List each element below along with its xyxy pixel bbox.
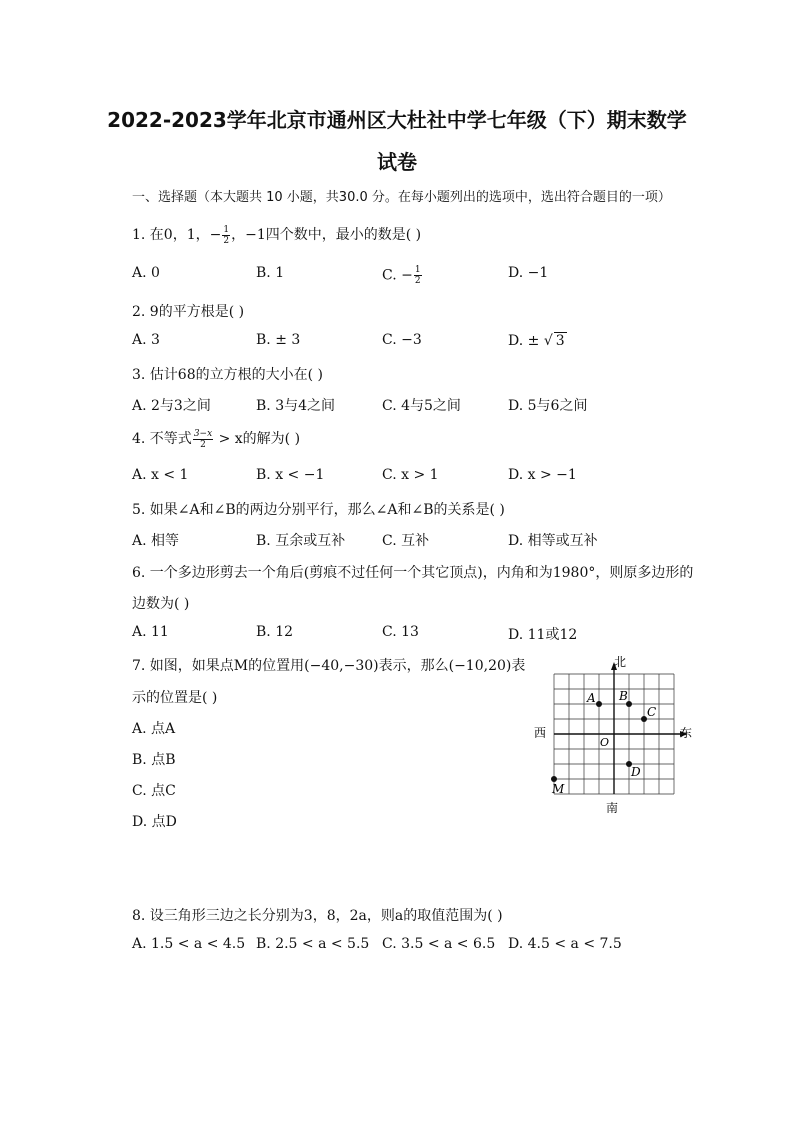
q5-option-b[interactable]: B. 互余或互补 bbox=[256, 533, 346, 549]
q4-options bbox=[132, 467, 692, 487]
q6-option-d[interactable]: D. 11或12 bbox=[508, 627, 578, 643]
q8-option-a[interactable]: A. 1.5 < a < 4.5 bbox=[132, 936, 246, 952]
q1-minus: − bbox=[209, 227, 222, 243]
q4-option-c[interactable]: C. x > 1 bbox=[382, 467, 439, 483]
q5-option-a[interactable]: A. 相等 bbox=[132, 533, 180, 549]
point-label-c: C bbox=[647, 705, 657, 719]
page-title-line2: 试卷 bbox=[377, 150, 417, 174]
north-label: 北 bbox=[614, 655, 627, 669]
point-label-m: M bbox=[552, 782, 565, 796]
q2-option-a[interactable]: A. 3 bbox=[132, 332, 160, 348]
question-6-line2: 边数为( ) bbox=[132, 596, 190, 612]
q1-fraction bbox=[222, 225, 230, 246]
q7-option-a[interactable]: A. 点A bbox=[132, 721, 176, 737]
q2-option-d-radicand: 3 bbox=[555, 333, 565, 349]
q7-option-c[interactable]: C. 点C bbox=[132, 783, 176, 799]
question-1 bbox=[132, 224, 421, 246]
point-label-b: B bbox=[619, 689, 628, 703]
q3-option-c[interactable]: C. 4与5之间 bbox=[382, 398, 461, 414]
question-6-line1: 6. 一个多边形剪去一个角后(剪痕不过任何一个其它顶点)，内角和为1980°，则原多边形的 bbox=[132, 565, 694, 581]
q3-option-b[interactable]: B. 3与4之间 bbox=[256, 398, 336, 414]
grid-svg bbox=[530, 652, 700, 820]
q4-fraction bbox=[193, 429, 213, 450]
page-title-line1: 2022-2023学年北京市通州区大杜社中学七年级（下）期末数学 bbox=[107, 108, 687, 132]
q4-option-b[interactable]: B. x < −1 bbox=[256, 467, 325, 483]
sqrt-icon: √ bbox=[543, 333, 553, 349]
q1-frac-den: 2 bbox=[223, 235, 230, 246]
q8-option-d[interactable]: D. 4.5 < a < 7.5 bbox=[508, 936, 622, 952]
question-3: 3. 估计68的立方根的大小在( ) bbox=[132, 367, 323, 383]
q6-option-a[interactable]: A. 11 bbox=[132, 624, 169, 640]
question-4 bbox=[132, 428, 300, 450]
point-label-a: A bbox=[587, 691, 596, 705]
origin-label: O bbox=[600, 736, 610, 749]
q3-option-a[interactable]: A. 2与3之间 bbox=[132, 398, 211, 414]
q2-option-d-pre: D. ± bbox=[508, 333, 540, 349]
q6-options bbox=[132, 624, 692, 644]
q1-option-b[interactable]: B. 1 bbox=[256, 265, 285, 281]
q2-option-d[interactable] bbox=[508, 332, 567, 349]
q6-option-b[interactable]: B. 12 bbox=[256, 624, 294, 640]
q5-option-c[interactable]: C. 互补 bbox=[382, 533, 430, 549]
q2-option-c[interactable]: C. −3 bbox=[382, 332, 422, 348]
q6-option-c[interactable]: C. 13 bbox=[382, 624, 419, 640]
west-label: 西 bbox=[534, 726, 547, 740]
q1-c-den: 2 bbox=[414, 276, 421, 286]
south-label: 南 bbox=[606, 801, 619, 815]
q1-stem-post: ，−1四个数中，最小的数是( ) bbox=[231, 227, 422, 243]
question-7-line2: 示的位置是( ) bbox=[132, 690, 218, 706]
coordinate-grid-figure bbox=[530, 652, 700, 820]
q8-option-c[interactable]: C. 3.5 < a < 6.5 bbox=[382, 936, 496, 952]
q1-c-num: 1 bbox=[414, 265, 421, 275]
q3-options bbox=[132, 395, 692, 415]
q1-option-c-fraction bbox=[414, 265, 422, 286]
q4-stem-post: > x的解为( ) bbox=[214, 431, 301, 447]
q1-option-c[interactable] bbox=[382, 265, 423, 286]
question-8: 8. 设三角形三边之长分别为3，8，2a，则a的取值范围为( ) bbox=[132, 908, 503, 924]
q3-option-d[interactable]: D. 5与6之间 bbox=[508, 398, 588, 414]
q1-option-d[interactable]: D. −1 bbox=[508, 265, 549, 281]
grid-lines bbox=[554, 662, 688, 794]
q4-option-a[interactable]: A. x < 1 bbox=[132, 467, 189, 483]
q1-options bbox=[132, 265, 692, 285]
q8-options bbox=[132, 936, 692, 956]
question-7-line1: 7. 如图，如果点M的位置用(−40,−30)表示，那么(−10,20)表 bbox=[132, 658, 526, 674]
q4-frac-num: 3−x bbox=[193, 428, 213, 439]
point-label-d: D bbox=[631, 765, 641, 779]
q1-option-a[interactable]: A. 0 bbox=[132, 265, 160, 281]
q1-stem-pre: 1. 在0，1， bbox=[132, 227, 210, 243]
q4-stem-pre: 4. 不等式 bbox=[132, 431, 192, 447]
q7-option-d[interactable]: D. 点D bbox=[132, 814, 177, 830]
q5-option-d[interactable]: D. 相等或互补 bbox=[508, 533, 598, 549]
q2-options bbox=[132, 332, 692, 352]
q1-option-c-pre: C. − bbox=[382, 267, 413, 284]
q2-option-b[interactable]: B. ± 3 bbox=[256, 332, 301, 348]
q8-option-b[interactable]: B. 2.5 < a < 5.5 bbox=[256, 936, 370, 952]
q5-options bbox=[132, 530, 692, 550]
question-2: 2. 9的平方根是( ) bbox=[132, 304, 245, 320]
question-5: 5. 如果∠A和∠B的两边分别平行，那么∠A和∠B的关系是( ) bbox=[132, 502, 505, 518]
q4-frac-den: 2 bbox=[200, 439, 206, 450]
point-a bbox=[596, 701, 602, 707]
section-heading: 一、选择题（本大题共 10 小题，共30.0 分。在每小题列出的选项中，选出符合题目的一项） bbox=[132, 190, 671, 205]
east-label: 东 bbox=[680, 726, 693, 740]
q4-option-d[interactable]: D. x > −1 bbox=[508, 467, 577, 483]
q1-frac-num: 1 bbox=[223, 224, 230, 235]
q7-option-b[interactable]: B. 点B bbox=[132, 752, 176, 768]
